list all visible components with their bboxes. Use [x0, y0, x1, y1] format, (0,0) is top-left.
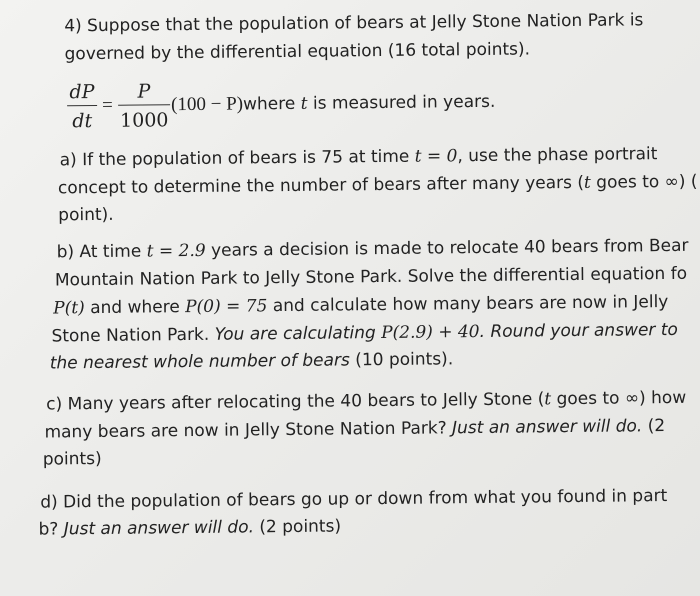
part-c-line-3: points) — [42, 448, 102, 470]
part-b-text: b) At time — [56, 241, 147, 263]
part-b-math: P(2.9) + 40 — [381, 321, 480, 344]
part-b-math: P(t) — [53, 298, 85, 319]
part-b-text: Stone Nation Park. — [51, 324, 215, 347]
equation-tail-text: is measured in years. — [307, 91, 496, 114]
part-b-line-2: Mountain Nation Park to Jelly Stone Park. Solve the differential equation fo — [54, 263, 688, 291]
problem-intro-line-2: governed by the differential equation (16 total points). — [64, 39, 531, 65]
part-a-text: a) If the population of bears is 75 at time — [59, 146, 415, 171]
equation-lhs-fraction — [67, 81, 98, 132]
part-b-italic-text: . Round your answer to — [479, 319, 678, 342]
part-d-italic-text: Just an answer will do. — [63, 517, 255, 540]
equation-lhs-fraction-bar — [67, 105, 97, 106]
part-c-line-1 — [46, 388, 686, 415]
part-c-text: c) Many years after relocating the 40 bears to Jelly Stone ( — [46, 389, 545, 415]
part-b-line-4 — [51, 320, 678, 347]
part-b-text: years a decision is made to relocate 40 bears from Bear — [205, 235, 689, 261]
part-b-text: and calculate how many bears are now in Jelly — [267, 292, 669, 317]
part-a-text: , use the phase portrait — [457, 144, 658, 167]
part-d-text: b? — [38, 519, 64, 540]
equation-equals-sign: = — [101, 94, 113, 116]
equation-rhs-fraction-bar — [118, 104, 170, 106]
part-b-line-3 — [53, 292, 668, 318]
equation-rest — [171, 91, 495, 116]
part-a-text: concept to determine the number of bears after many years ( — [57, 172, 585, 199]
part-d-text: (2 points) — [253, 516, 342, 538]
equation-factor: (100 − P) — [170, 93, 244, 116]
part-a-line-3: point). — [58, 204, 114, 226]
part-c-italic-text: Just an answer will do. — [451, 416, 643, 439]
equation-rhs-numerator: P — [137, 80, 151, 103]
part-b-math: t = 2.9 — [146, 240, 206, 262]
part-b-text: (10 points). — [349, 349, 454, 371]
part-d-line-2 — [38, 516, 341, 539]
problem-intro-line-1: 4) Suppose that the population of bears at Jelly Stone Nation Park is — [64, 10, 644, 37]
part-b-line-1 — [57, 236, 689, 263]
part-a-line-2 — [58, 172, 698, 199]
part-b-text: and where — [84, 297, 186, 319]
part-b-italic-text: the nearest whole number of bears — [49, 350, 350, 374]
equation-variable-t: t — [300, 93, 308, 114]
equation-rhs-fraction — [118, 80, 171, 132]
part-c-text: (2 — [642, 416, 666, 437]
equation-where-text: where — [242, 93, 301, 115]
part-d-line-1: d) Did the population of bears go up or down from what you found in part — [40, 486, 668, 513]
part-b-math: P(0) = 75 — [185, 296, 268, 318]
part-c-text: many bears are now in Jelly Stone Nation Park? — [44, 418, 453, 443]
part-a-line-1 — [60, 144, 658, 170]
part-a-math: t = 0 — [414, 146, 458, 167]
part-a-text: goes to ∞) ( — [590, 171, 698, 193]
part-b-line-5 — [50, 349, 454, 373]
part-c-line-2 — [44, 416, 665, 442]
equation-lhs-denominator: dt — [72, 110, 93, 133]
part-b-italic-text: You are calculating — [214, 323, 382, 345]
part-a-math: t — [583, 172, 591, 193]
equation-rhs-denominator: 1000 — [119, 109, 169, 132]
part-c-text: goes to ∞) how — [551, 387, 687, 410]
equation-lhs-numerator: dP — [69, 81, 95, 104]
part-c-math: t — [544, 389, 552, 410]
